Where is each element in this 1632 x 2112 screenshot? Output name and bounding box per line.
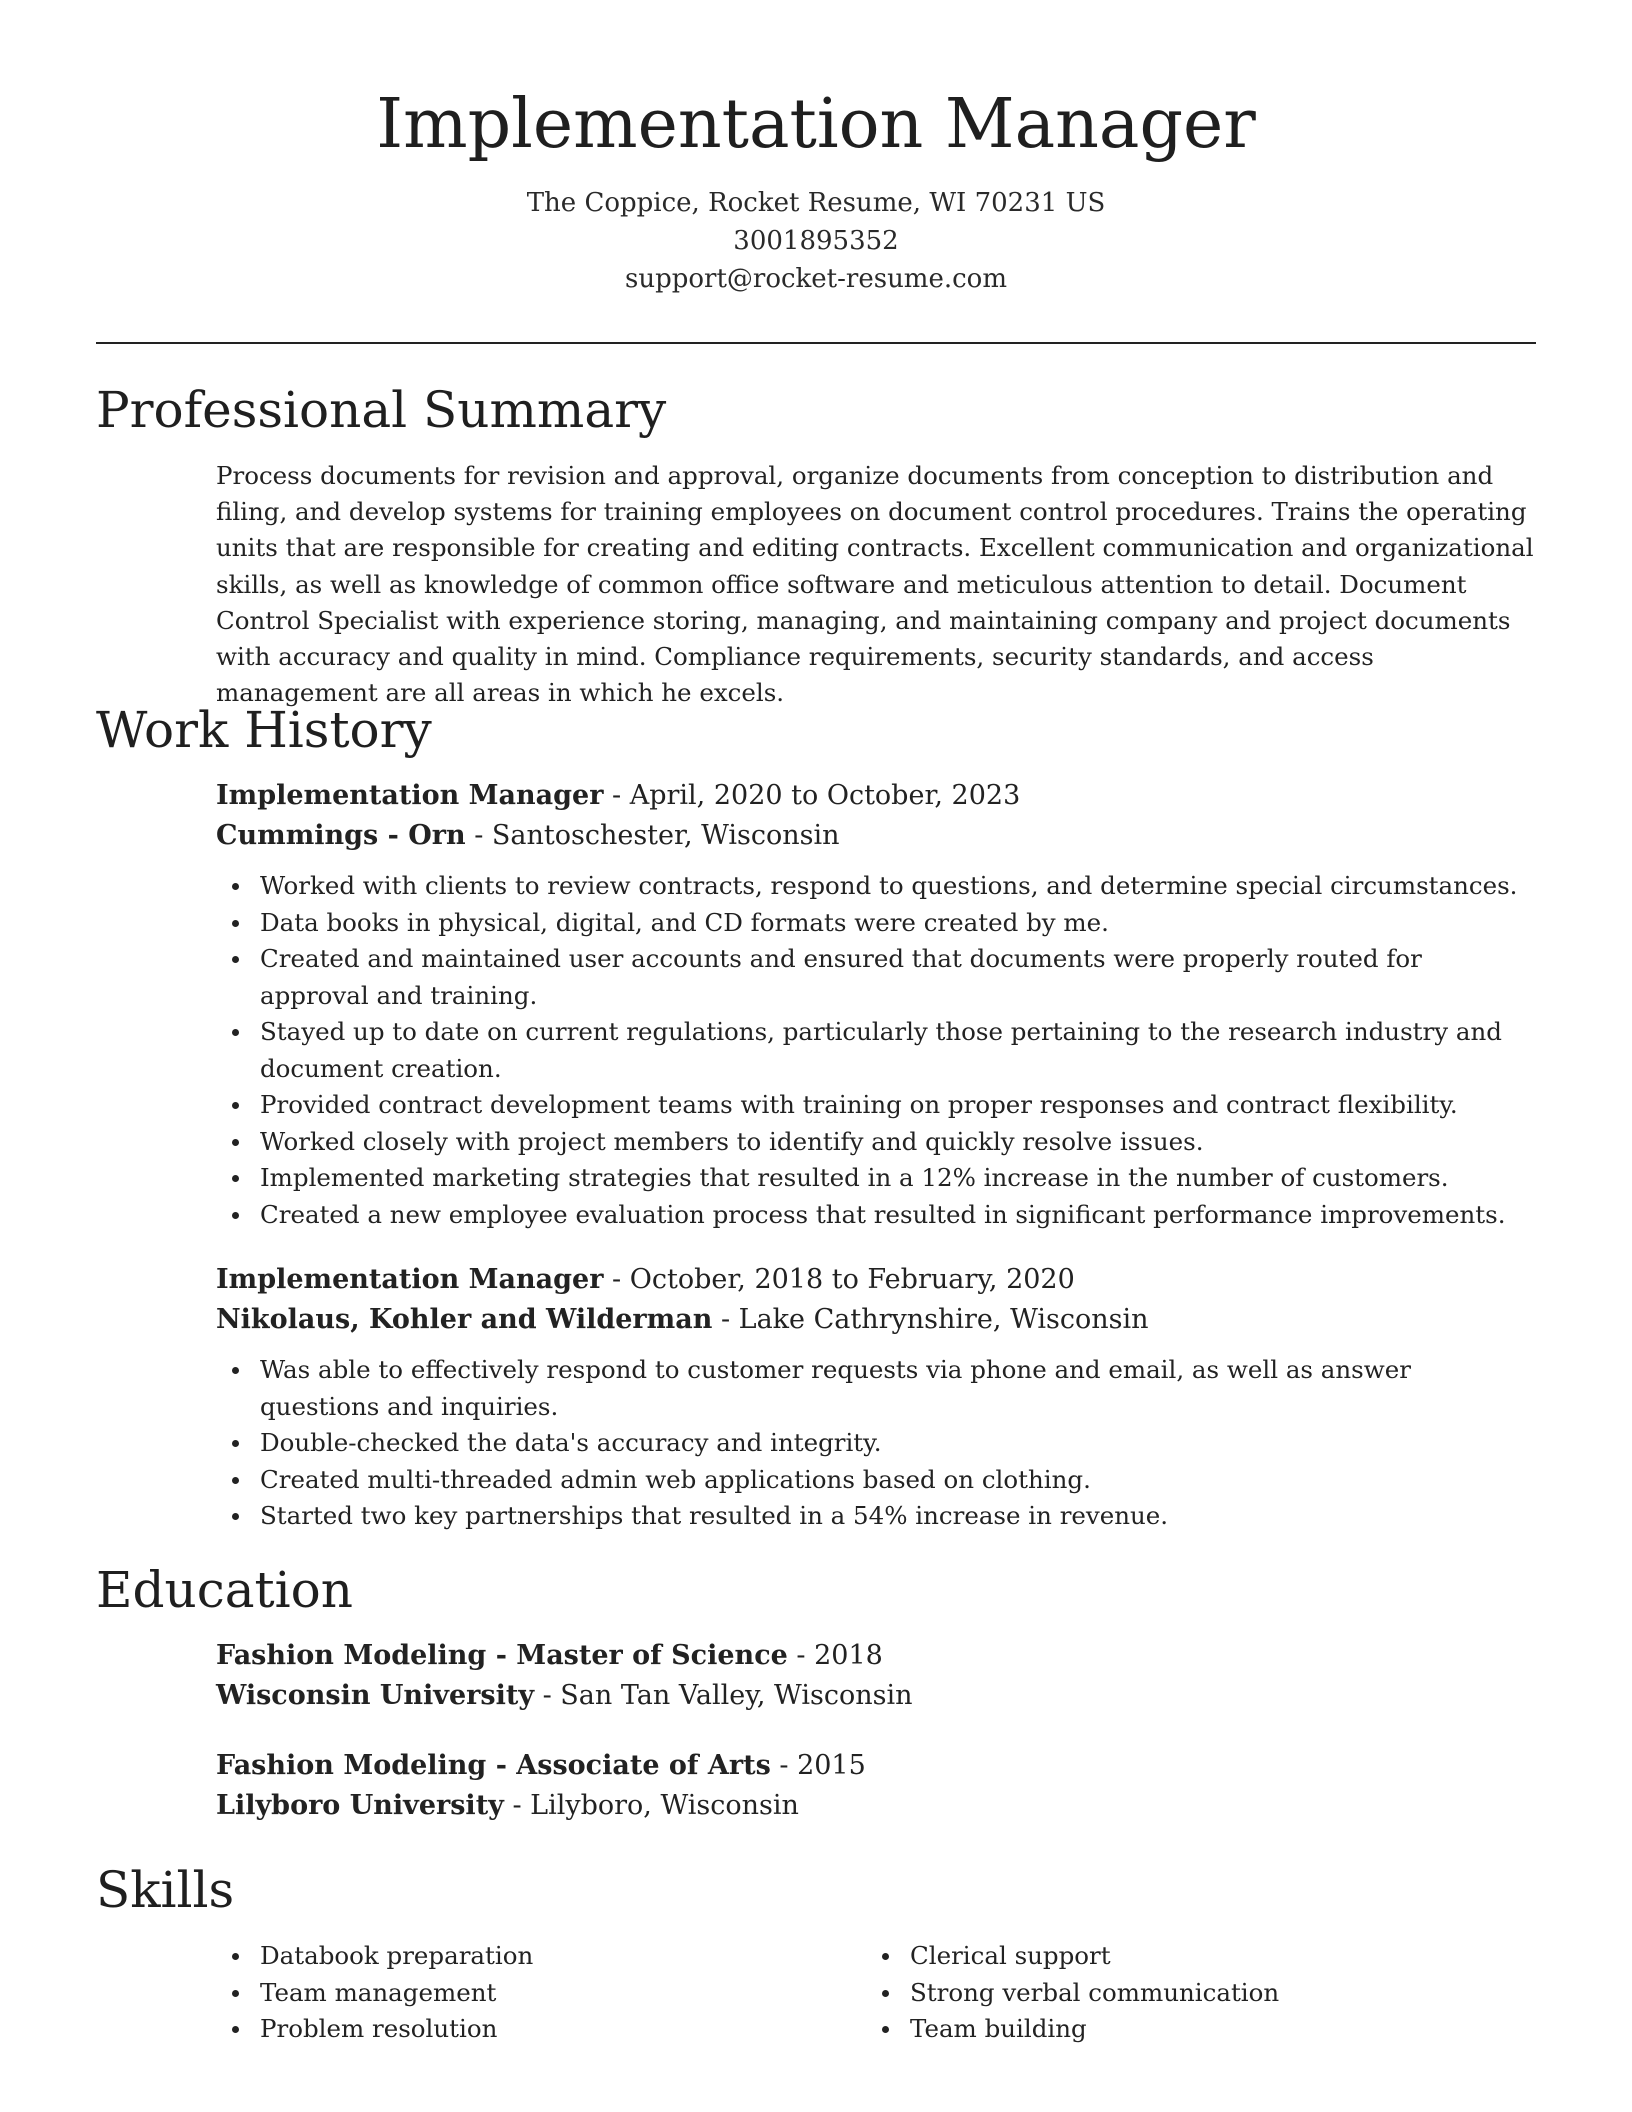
list-item: Databook preparation [260,1938,866,1975]
job-company-line [216,816,1536,856]
list-item: Data books in physical, digital, and CD formats were created by me. [260,905,1536,942]
list-item: Strong verbal communication [910,1975,1516,2012]
job-entry-1 [216,776,1536,1233]
list-item: Was able to effectively respond to customer requests via phone and email, as well as answer questions and inquiries. [260,1352,1536,1425]
job-location: - Santoschester, Wisconsin [465,820,840,851]
education-entry-2 [216,1746,1536,1826]
education-school-line [216,1676,1536,1716]
job-company-line [216,1300,1536,1340]
summary-heading: Professional Summary [96,381,667,439]
education-year: - 2018 [787,1640,883,1671]
job-title-line [216,1260,1536,1300]
list-item: Created multi-threaded admin web applications based on clothing. [260,1462,1536,1499]
header-divider [96,342,1536,344]
resume-header [0,80,1632,298]
education-heading: Education [96,1561,353,1619]
skills-heading: Skills [96,1861,235,1919]
list-item: Worked with clients to review contracts, respond to questions, and determine special circumstances. [260,868,1536,905]
phone: 3001895352 [733,226,899,256]
job-company: Nikolaus, Kohler and Wilderman [216,1304,713,1335]
education-entry-1 [216,1636,1536,1716]
skills-column-left [216,1938,866,2048]
summary-text: Process documents for revision and approval, organize documents from conception to distribution and filing, and develop systems for training employees on document control procedures. Trains the operating units that are responsible for creating and editing contracts. Excellent communication and organizational skills, as well as knowledge of common office software and meticulous attention to detail. Document Control Specialist with experience storing, managing, and maintaining company and project documents with accuracy and quality in mind. Compliance requirements, security standards, and access management are all areas in which he excels. [216,461,1534,708]
job-bullets [216,868,1536,1233]
list-item: Created and maintained user accounts and ensured that documents were properly routed for approval and training. [260,941,1536,1014]
job-title-line [216,776,1536,816]
list-item: Problem resolution [260,2011,866,2048]
candidate-name: Implementation Manager [376,85,1256,164]
skills-bullets-right [866,1938,1516,2048]
job-role: Implementation Manager [216,780,604,811]
job-bullets [216,1352,1536,1535]
education-location: - Lilyboro, Wisconsin [503,1790,799,1821]
job-location: - Lake Cathrynshire, Wisconsin [712,1304,1149,1335]
list-item: Team building [910,2011,1516,2048]
list-item: Provided contract development teams with training on proper responses and contract flexibility. [260,1087,1536,1124]
education-degree-line [216,1636,1536,1676]
work-history-heading: Work History [96,701,432,759]
skills-column-right [866,1938,1516,2048]
contact-info [0,184,1632,298]
education-degree: - Master of Science [486,1640,788,1671]
education-school: Lilyboro University [216,1790,504,1821]
job-entry-2 [216,1260,1536,1535]
skills-bullets-left [216,1938,866,2048]
list-item: Double-checked the data's accuracy and integrity. [260,1425,1536,1462]
skills-columns [216,1938,1536,2048]
education-year: - 2015 [770,1750,866,1781]
address: The Coppice, Rocket Resume, WI 70231 US [526,188,1106,218]
skills-list [216,1938,1536,2048]
list-item: Team management [260,1975,866,2012]
list-item: Implemented marketing strategies that resulted in a 12% increase in the number of customers. [260,1160,1536,1197]
education-field: Fashion Modeling [216,1750,487,1781]
list-item: Created a new employee evaluation process that resulted in significant performance improvements. [260,1197,1536,1234]
education-school-line [216,1786,1536,1826]
job-company: Cummings - Orn [216,820,466,851]
list-item: Clerical support [910,1938,1516,1975]
email: support@rocket-resume.com [624,264,1007,294]
education-degree: - Associate of Arts [486,1750,771,1781]
list-item: Stayed up to date on current regulations, particularly those pertaining to the research industry and document creation. [260,1014,1536,1087]
education-field: Fashion Modeling [216,1640,487,1671]
education-location: - San Tan Valley, Wisconsin [534,1680,913,1711]
job-dates: - October, 2018 to February, 2020 [603,1264,1075,1295]
education-degree-line [216,1746,1536,1786]
job-role: Implementation Manager [216,1264,604,1295]
list-item: Worked closely with project members to identify and quickly resolve issues. [260,1124,1536,1161]
job-dates: - April, 2020 to October, 2023 [603,780,1021,811]
education-school: Wisconsin University [216,1680,535,1711]
list-item: Started two key partnerships that resulted in a 54% increase in revenue. [260,1498,1536,1535]
